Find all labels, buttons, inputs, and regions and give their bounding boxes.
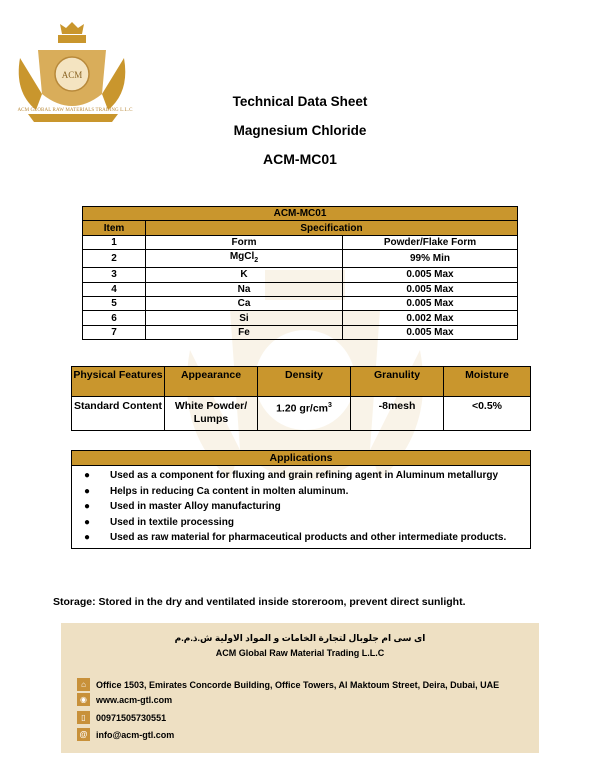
cell-value: 0.005 Max [343,282,518,296]
list-item-text: Used in textile processing [110,516,234,528]
cell-item: 6 [83,311,146,325]
table-row [83,235,518,249]
doc-title: Technical Data Sheet [232,94,368,109]
footer-email-link[interactable]: info@acm-gtl.com [96,729,175,740]
cell-name: K [146,268,343,282]
cell-name: Ca [146,296,343,310]
physical-features-header: Physical Features [72,367,165,397]
footer-email-line [77,728,174,741]
cell-item: 3 [83,268,146,282]
cell-name [146,250,343,268]
bullet-icon: ● [84,470,91,481]
footer-company-arabic: ای سی ام جلوبال لتجارة الخامات و المواد الاولية ش.ذ.م.م [174,633,426,643]
list-item [72,499,530,515]
cell-item: 7 [83,325,146,339]
cell-value: 0.002 Max [343,311,518,325]
list-item-text: Used in master Alloy manufacturing [110,501,281,512]
globe-icon: ◉ [77,693,90,706]
list-item [72,484,530,500]
applications-title: Applications [72,451,530,466]
list-item-text: Helps in reducing Ca content in molten aluminum. [110,485,349,497]
cell-name: Form [146,235,343,249]
col-spec-header: Specification [146,221,518,235]
formula-text: MgCl [229,251,255,263]
cell-item: 2 [83,250,146,268]
appearance-value: White Powder/ Lumps [165,397,258,431]
cell-item: 5 [83,296,146,310]
bullet-icon: ● [84,485,91,497]
bullet-icon: ● [84,532,91,543]
footer-website-line [77,693,172,706]
moisture-value: <0.5% [444,397,531,431]
footer-contact-box [61,623,539,753]
storage-note: Storage: Stored in the dry and ventilated inside storeroom, prevent direct sunlight. [53,596,466,608]
cell-value: 0.005 Max [343,325,518,339]
home-icon: ⌂ [77,678,90,691]
cell-item: 1 [83,235,146,249]
cell-name: Na [146,282,343,296]
granulity-value: -8mesh [351,397,444,431]
footer-phone: 00971505730551 [96,712,167,723]
table-row [83,311,518,325]
bullet-icon: ● [84,501,91,512]
phone-icon: ▯ [77,711,90,724]
physical-features-table [71,366,531,431]
footer-phone-line [77,711,166,724]
applications-box [71,450,531,549]
cell-value: 99% Min [343,250,518,268]
density-header: Density [258,367,351,397]
table-row [83,250,518,268]
cell-value: 0.005 Max [343,268,518,282]
footer-website-link[interactable]: www.acm-gtl.com [96,694,173,705]
list-item [72,530,530,546]
product-code: ACM-MC01 [263,151,337,167]
bullet-icon: ● [84,516,91,528]
col-item-header: Item [83,221,146,235]
table-row [72,397,531,431]
email-icon: @ [77,728,90,741]
list-item [72,468,530,484]
appearance-header: Appearance [165,367,258,397]
row-label: Standard Content [72,397,165,431]
cell-item: 4 [83,282,146,296]
cell-value: 0.005 Max [343,296,518,310]
table-row [83,325,518,339]
moisture-header: Moisture [444,367,531,397]
density-superscript: 3 [328,402,332,409]
list-item-text: Used as raw material for pharmaceutical products and other intermediate products. [110,532,507,543]
logo-company-line: ACM GLOBAL RAW MATERIALS TRADING L.L.C [17,108,133,113]
cell-name: Fe [146,325,343,339]
footer-company-name: ACM Global Raw Material Trading L.L.C [215,648,385,658]
table-row [83,268,518,282]
svg-text:ACM: ACM [61,70,83,80]
applications-list [72,466,530,548]
granulity-header: Granulity [351,367,444,397]
spec-table [82,206,518,340]
list-item-text: Used as a component for fluxing and grain refining agent in Aluminum metallurgy [110,470,499,481]
density-value [258,397,351,431]
table-row [83,296,518,310]
cell-value: Powder/Flake Form [343,235,518,249]
product-name: Magnesium Chloride [233,123,367,138]
list-item [72,515,530,531]
density-text: 1.20 gr/cm [276,402,329,415]
footer-address: Office 1503, Emirates Concorde Building, Office Towers, Al Maktoum Street, Deira, Dubai, UAE [96,679,500,690]
formula-subscript: 2 [254,257,259,265]
spec-table-title: ACM-MC01 [83,207,518,221]
cell-name: Si [146,311,343,325]
table-row [83,282,518,296]
footer-address-line [77,678,499,691]
